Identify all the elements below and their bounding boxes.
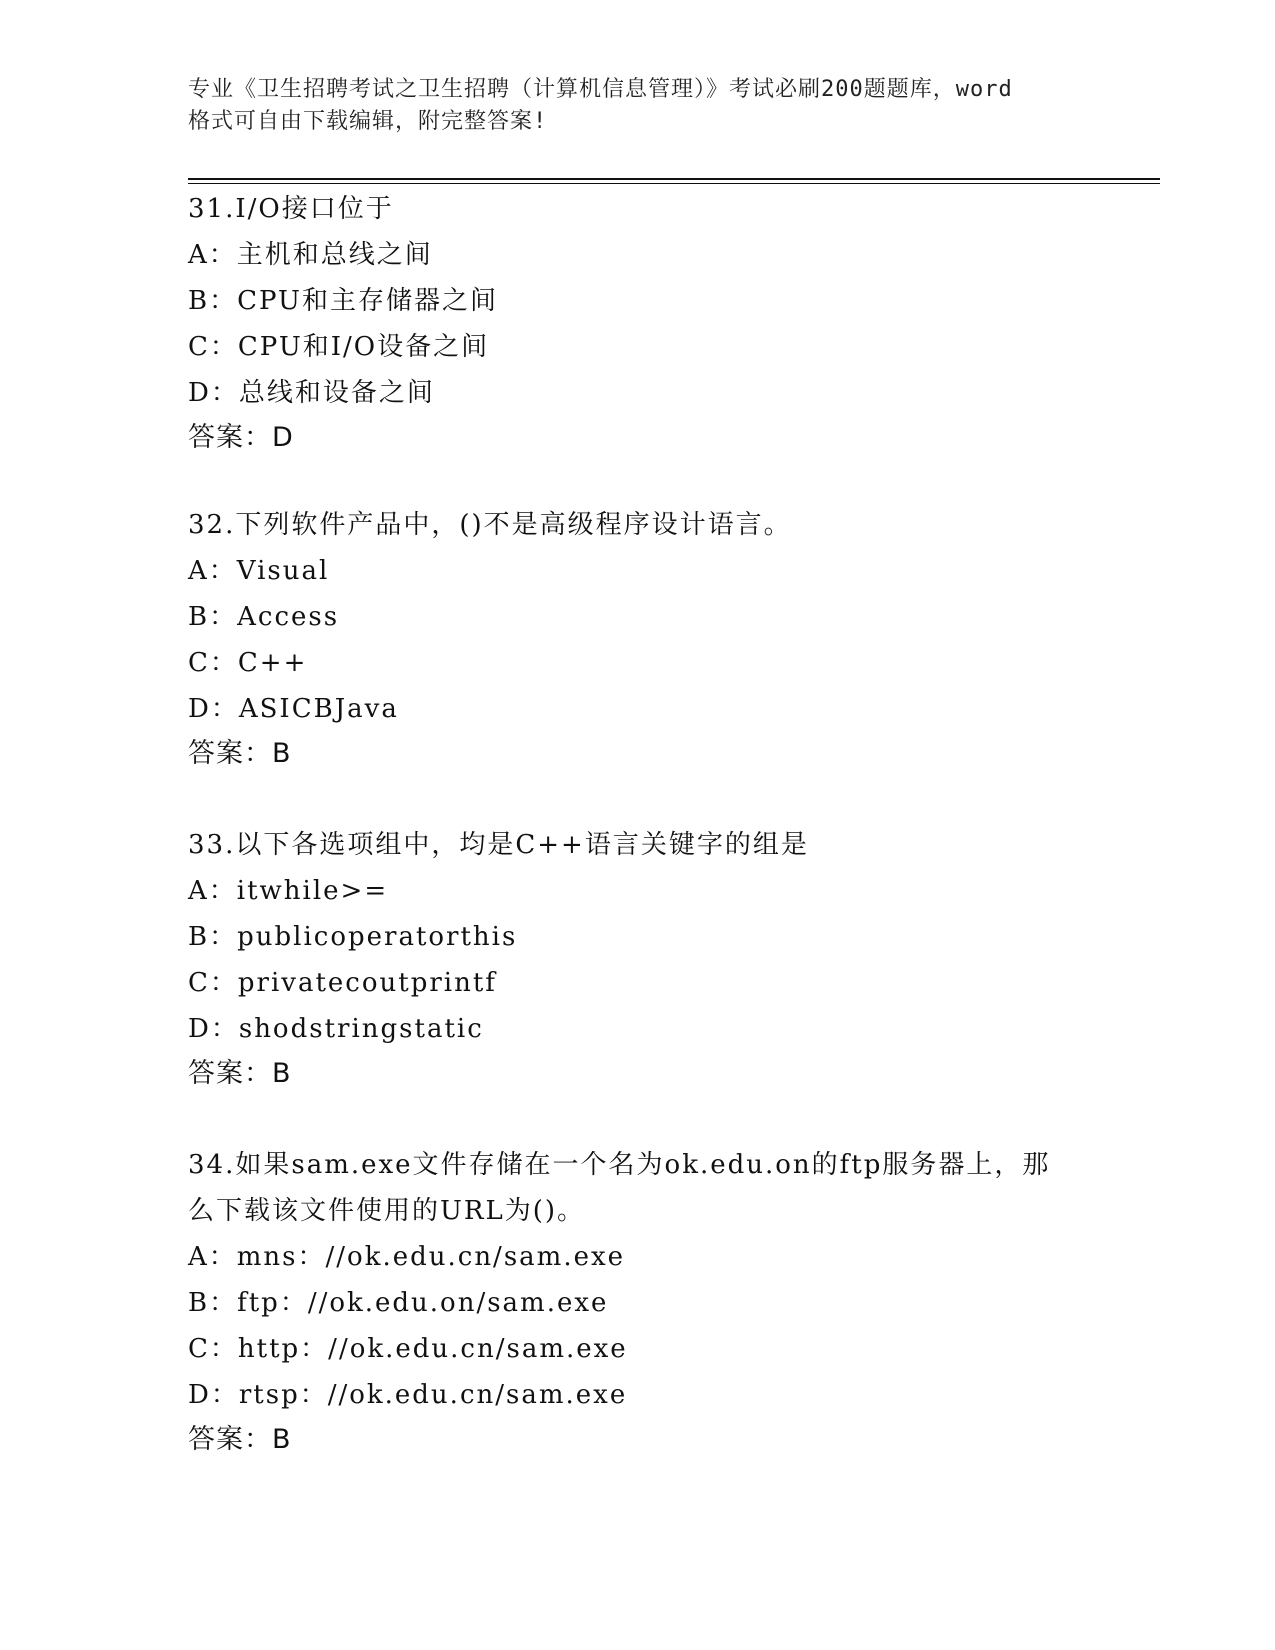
- question-34: [188, 1142, 1148, 1462]
- header-line-2: 格式可自由下载编辑，附完整答案!: [188, 109, 548, 134]
- option-d: D：rtsp：//ok.edu.cn/sam.exe: [188, 1380, 628, 1410]
- option-d: D：总线和设备之间: [188, 378, 435, 408]
- question-31: [188, 186, 1148, 460]
- option-d: D：shodstringstatic: [188, 1014, 484, 1044]
- answer-line: 答案：D: [188, 422, 294, 453]
- option-a: A：mns：//ok.edu.cn/sam.exe: [188, 1242, 626, 1272]
- question-32: [188, 502, 1148, 776]
- option-c: C：privatecoutprintf: [188, 968, 497, 998]
- question-33: [188, 822, 1148, 1096]
- question-stem: 32.下列软件产品中，()不是高级程序设计语言。: [188, 510, 792, 540]
- option-c: C：http：//ok.edu.cn/sam.exe: [188, 1334, 628, 1364]
- option-a: A：itwhile>=: [188, 876, 389, 906]
- option-a: A：Visual: [188, 556, 330, 586]
- option-b: B：ftp：//ok.edu.on/sam.exe: [188, 1288, 609, 1318]
- option-a: A：主机和总线之间: [188, 240, 433, 270]
- header-divider-thick: [188, 178, 1160, 180]
- question-stem: 31.I/O接口位于: [188, 194, 394, 224]
- option-b: B：Access: [188, 602, 340, 632]
- header-divider-thin: [188, 183, 1160, 184]
- answer-line: 答案：B: [188, 738, 292, 769]
- header-line-1: 专业《卫生招聘考试之卫生招聘（计算机信息管理）》考试必刷200题题库，word: [188, 77, 1013, 102]
- answer-line: 答案：B: [188, 1058, 292, 1089]
- option-d: D：ASICBJava: [188, 694, 399, 724]
- option-c: C：C++: [188, 648, 308, 678]
- option-b: B：publicoperatorthis: [188, 922, 518, 952]
- document-header: [188, 74, 1108, 138]
- question-stem: 33.以下各选项组中，均是C++语言关键字的组是: [188, 830, 809, 860]
- option-b: B：CPU和主存储器之间: [188, 286, 498, 316]
- question-stem-line-1: 34.如果sam.exe文件存储在一个名为ok.edu.on的ftp服务器上，那: [188, 1150, 1051, 1180]
- question-stem-line-2: 么下载该文件使用的URL为()。: [188, 1196, 586, 1226]
- option-c: C：CPU和I/O设备之间: [188, 332, 490, 362]
- answer-line: 答案：B: [188, 1424, 292, 1455]
